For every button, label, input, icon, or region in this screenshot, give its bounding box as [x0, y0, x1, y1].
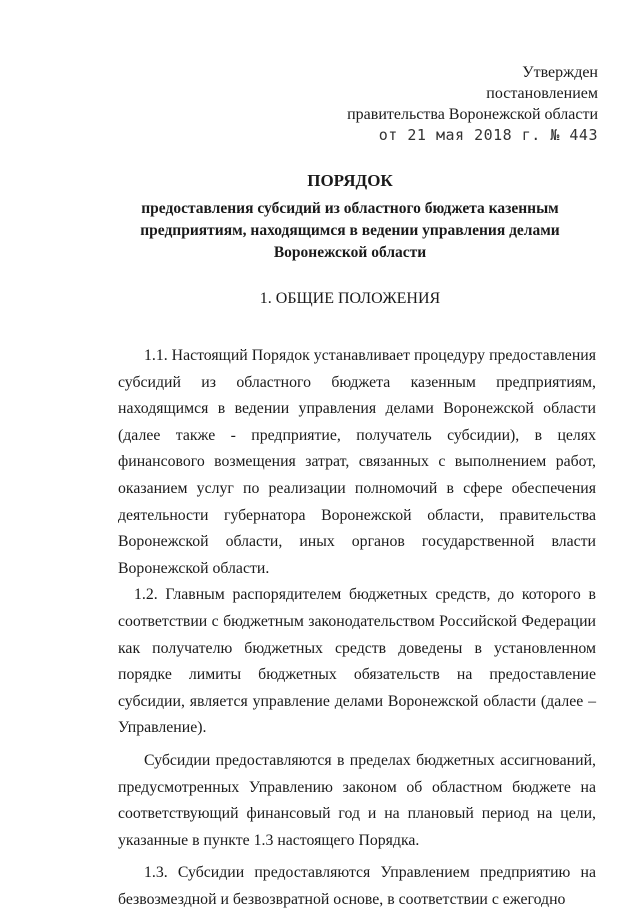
approval-block — [347, 62, 598, 146]
document-subtitle: предоставления субсидий из областного бюджета казенным предприятиям, находящимся в ведении управления делами Воронежской области — [140, 200, 560, 261]
paragraph-1-1: 1.1. Настоящий Порядок устанавливает процедуру предоставления субсидий из областного бюджета казенным предприятиям, находящимся в ведении управления делами Воронежской области (далее также - предприятие, получатель субсидии), в целях финансового возмещения затрат, связанных с выполнением работ, оказанием услуг по реализации полномочий в сфере обеспечения деятельности губернатора Воронежской области, правительства Воронежской области, иных органов государственной власти Воронежской области. — [118, 347, 596, 577]
section-heading: 1. ОБЩИЕ ПОЛОЖЕНИЯ — [259, 290, 441, 307]
paragraph-1-2: 1.2. Главным распорядителем бюджетных средств, до которого в соответствии с бюджетным законодательством Российской Федерации как получателю бюджетных средств доведены в установленном порядке лимиты бюджетных обязательств на предоставление субсидии, является управление делами Воронежской области (далее – Управление). — [118, 586, 596, 737]
approval-line-resolution: постановлением — [486, 85, 598, 102]
approval-line-government: правительства Воронежской области — [347, 106, 598, 123]
document-title: ПОРЯДОК — [307, 171, 393, 190]
approval-date-number: от 21 мая 2018 г. № 443 — [378, 126, 598, 144]
document-title-block — [100, 170, 600, 264]
approval-line-approved: Утвержден — [522, 64, 598, 81]
document-body — [118, 343, 596, 913]
paragraph-1-3: 1.3. Субсидии предоставляются Управлением предприятию на безвозмездной и безвозвратной основе, в соответствии с ежегодно — [118, 864, 596, 908]
paragraph-subsidies-limits: Субсидии предоставляются в пределах бюджетных ассигнований, предусмотренных Управлению законом об областном бюджете на соответствующий финансовый год и на плановый период на цели, указанные в пункте 1.3 настоящего Порядка. — [118, 751, 596, 849]
